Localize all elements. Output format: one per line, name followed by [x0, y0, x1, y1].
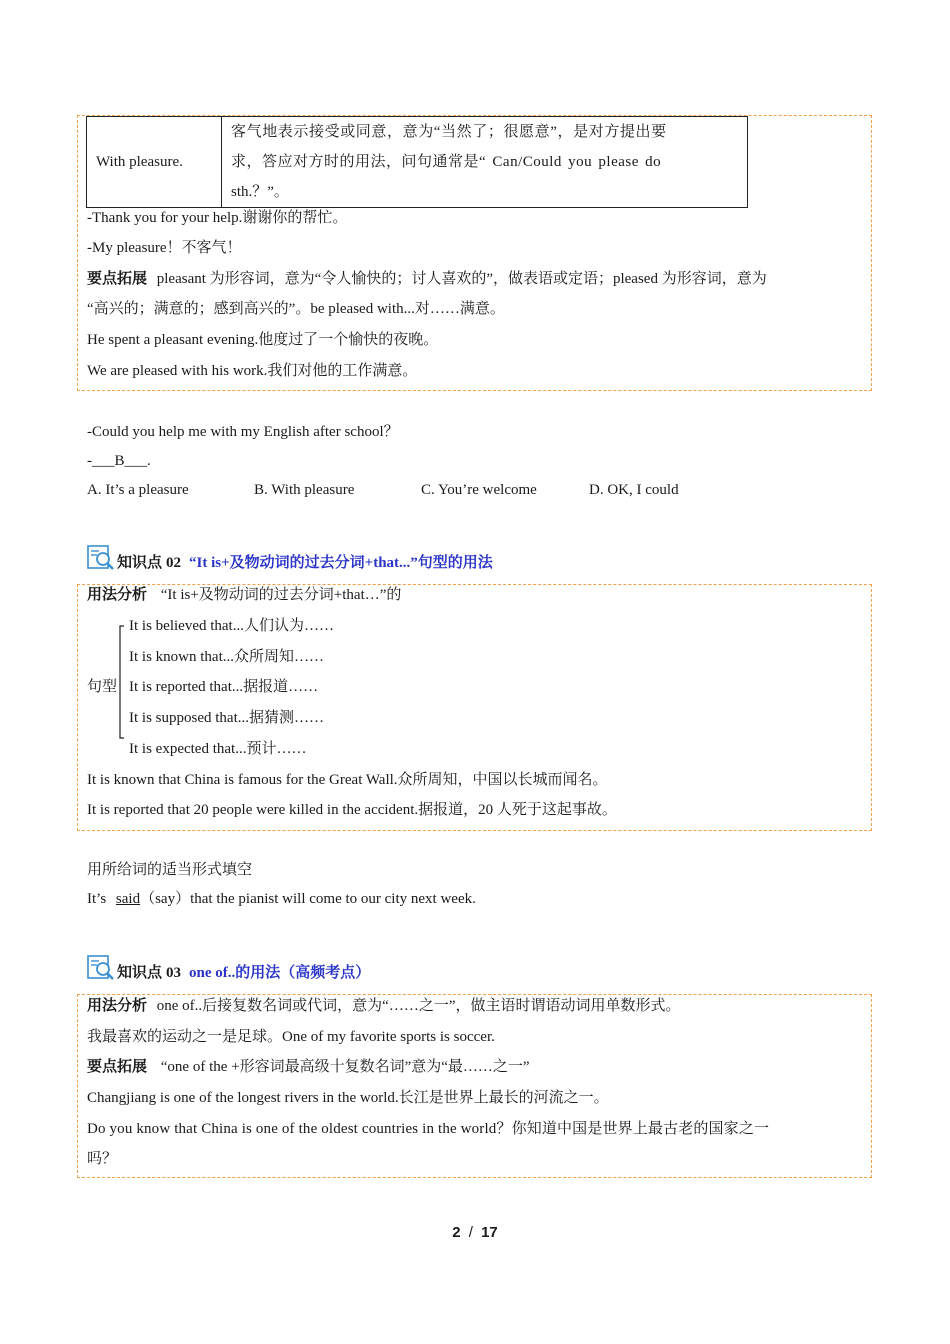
pattern-known: It is known that...众所周知……: [129, 649, 324, 665]
kp3-number: 03: [166, 965, 182, 981]
page-current: 2: [452, 1224, 461, 1241]
kp2-example-2: It is reported that 20 people were killed in the accident.据报道，20 人死于这起事故。: [87, 802, 617, 818]
kp2-label: 知识点: [117, 555, 163, 571]
table-left-text: With pleasure.: [96, 153, 183, 170]
kp3-usage-text: one of..后接复数名词或代词，意为“……之一”，做主语时谓语动词用单数形式。: [156, 998, 681, 1014]
kp2-example-1: It is known that China is famous for the Great Wall.众所周知，中国以长城而闻名。: [87, 772, 608, 788]
kp3-example-changjiang: Changjiang is one of the longest rivers in the world.长江是世界上最长的河流之一。: [87, 1090, 609, 1106]
kp2-usage-label: 用法分析: [87, 587, 148, 603]
kp3-extension-label: 要点拓展: [87, 1059, 148, 1075]
page-total: 17: [481, 1224, 498, 1241]
option-a: A. It’s a pleasure: [87, 482, 189, 498]
kp3-header: [86, 948, 370, 982]
kp2-number: 02: [166, 555, 182, 571]
kp2-usage-text: “It is+及物动词的过去分词+that…”的: [160, 587, 402, 603]
option-c: C. You’re welcome: [421, 482, 537, 498]
kp3-extension-text: “one of the +形容词最高级十复数名词”意为“最……之一”: [160, 1059, 530, 1075]
kp2-title: “It is+及物动词的过去分词+that...”句型的用法: [189, 555, 493, 571]
pattern-label: 句型: [87, 679, 118, 695]
kp3-title: one of..的用法（高频考点）: [189, 965, 371, 981]
question-2-sentence: [87, 889, 476, 909]
page-separator: /: [468, 1224, 473, 1241]
dialog-thanks: -Thank you for your help.谢谢你的帮忙。: [87, 210, 348, 226]
table-right-line-1: 客气地表示接受或同意，意为“当然了；很愿意”，是对方提出要: [231, 124, 667, 140]
table-left-cell: [87, 117, 222, 208]
question-2-instruction: 用所给词的适当形式填空: [87, 862, 253, 878]
with-pleasure-table: [86, 116, 748, 208]
question-2-answer: said: [115, 891, 141, 907]
kp3-example-soccer: 我最喜欢的运动之一是足球。One of my favorite sports is soccer.: [87, 1029, 495, 1045]
option-b: B. With pleasure: [254, 482, 355, 498]
pattern-reported: It is reported that...据报道……: [129, 679, 319, 695]
extension-line-1: [87, 269, 767, 289]
pattern-bracket: [116, 624, 128, 740]
magnifier-book-icon: [86, 542, 116, 572]
pattern-expected: It is expected that...预计……: [129, 741, 307, 757]
kp3-usage-label: 用法分析: [87, 998, 148, 1014]
dialog-my-pleasure: -My pleasure！不客气！: [87, 240, 242, 256]
question-2-post: （say）that the pianist will come to our city next week.: [140, 891, 476, 907]
table-right-cell: [222, 117, 748, 208]
kp3-extension-line: [87, 1057, 530, 1077]
question-1-text: -Could you help me with my English after school？: [87, 424, 399, 440]
kp3-example-china-1: Do you know that China is one of the oldest countries in the world？你知道中国是世界上最古老的国家之一: [87, 1121, 770, 1137]
table-right-line-3: sth.？”。: [231, 184, 289, 200]
extension-label: 要点拓展: [87, 271, 148, 287]
example-pleased: We are pleased with his work.我们对他的工作满意。: [87, 363, 418, 379]
table-right-line-2: 求，答应对方时的用法，问句通常是“ Can/Could you please do: [231, 154, 662, 170]
magnifier-book-icon: [86, 952, 116, 982]
question-2-pre: It’s: [87, 891, 107, 907]
pattern-believed: It is believed that...人们认为……: [129, 618, 334, 634]
kp3-usage-line: [87, 996, 681, 1016]
kp2-header: [86, 538, 493, 572]
kp3-label: 知识点: [117, 965, 163, 981]
pattern-supposed: It is supposed that...据猜测……: [129, 710, 324, 726]
extension-text-1: pleasant 为形容词，意为“令人愉快的；讨人喜欢的”，做表语或定语；pleased 为形容词，意为: [156, 271, 767, 287]
kp2-usage-line: [87, 585, 401, 605]
extension-line-2: “高兴的；满意的；感到高兴的”。be pleased with...对……满意。: [87, 301, 505, 317]
question-1-answer: -___B___.: [87, 453, 151, 469]
page-number: [0, 1224, 950, 1241]
option-d: D. OK, I could: [589, 482, 679, 498]
kp3-example-china-2: 吗？: [87, 1151, 118, 1167]
kp3-box: [77, 994, 872, 1178]
example-pleasant: He spent a pleasant evening.他度过了一个愉快的夜晚。: [87, 332, 439, 348]
